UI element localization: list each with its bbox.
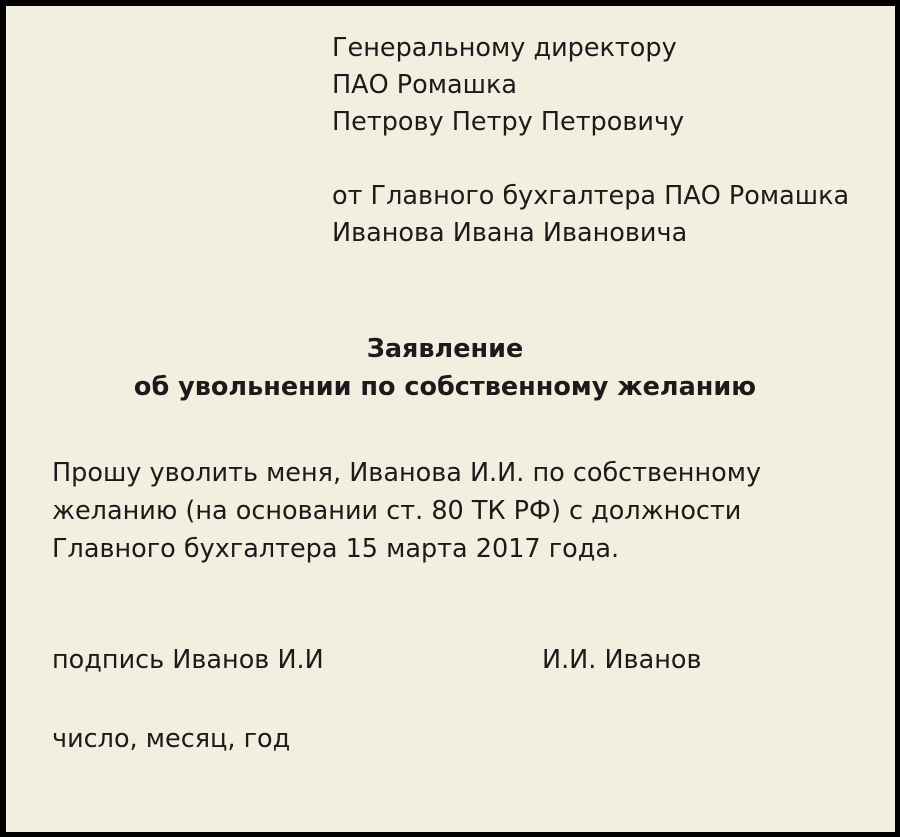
page-edge-bottom (0, 832, 900, 837)
page-edge-right (895, 0, 900, 837)
document-text-line-2: желанию (на основании ст. 80 ТК РФ) с должности (52, 496, 742, 526)
author-block (332, 178, 866, 252)
document-text-line-1: Прошу уволить меня, Иванова И.И. по собственному (52, 458, 762, 488)
document-body (52, 30, 866, 758)
page-title: Заявление (366, 334, 524, 364)
addressee-position: Генеральному директору (332, 33, 677, 63)
addressee-company: ПАО Ромашка (332, 70, 517, 100)
document-text-line-3: Главного бухгалтера 15 марта 2017 года. (52, 534, 620, 564)
signature-label: подпись Иванов И.И (52, 645, 324, 675)
page-subtitle: об увольнении по собственному желанию (133, 372, 757, 402)
addressee-block (332, 30, 866, 141)
document-text (52, 454, 842, 568)
date-placeholder: число, месяц, год (52, 724, 291, 754)
page-edge-left (0, 0, 6, 837)
addressee-name: Петрову Петру Петровичу (332, 107, 685, 137)
author-position: от Главного бухгалтера ПАО Ромашка (332, 181, 850, 211)
page-edge-top (0, 0, 900, 6)
signature-name: И.И. Иванов (542, 645, 702, 675)
document-title-block (52, 330, 866, 406)
author-name: Иванова Ивана Ивановича (332, 218, 688, 248)
signature-row (52, 642, 866, 679)
